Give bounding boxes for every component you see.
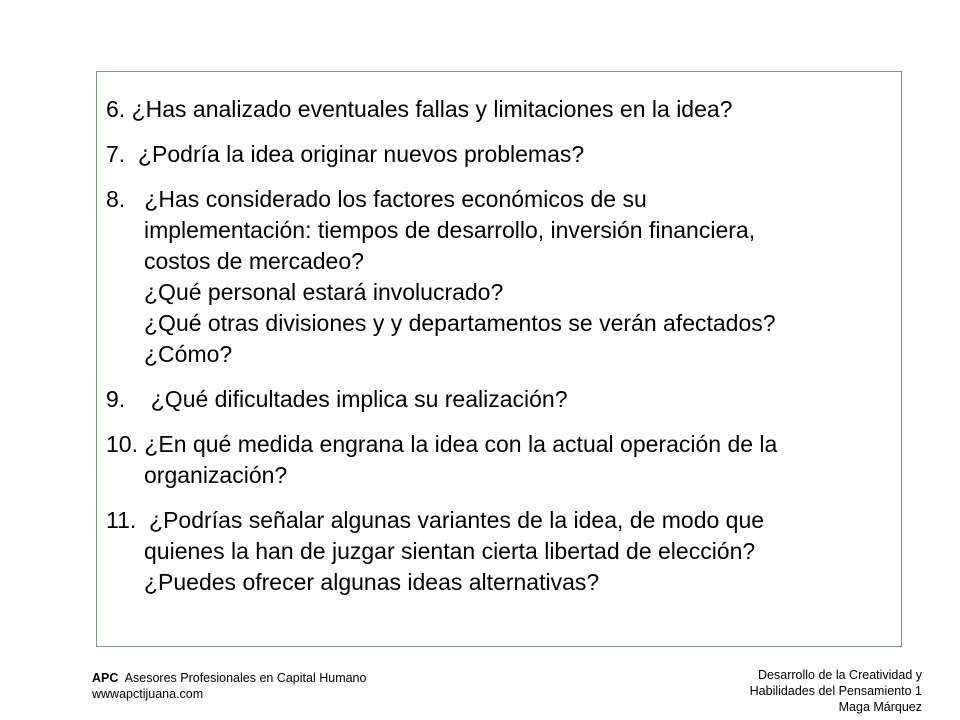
question-number: 9. xyxy=(106,386,151,412)
question-item xyxy=(106,139,896,170)
question-text-line: ¿Has considerado los factores económicos de su xyxy=(144,186,647,212)
footer-company xyxy=(92,670,366,702)
question-text-line: quienes la han de juzgar sientan cierta libertad de elección? xyxy=(144,538,756,564)
question-text-line: ¿En qué medida engrana la idea con la actual operación de la xyxy=(144,431,778,457)
footer-brand: APC xyxy=(92,671,119,685)
footer-course xyxy=(750,667,922,715)
question-text-line: ¿Qué personal estará involucrado? xyxy=(144,279,504,305)
question-text-line: ¿Qué dificultades implica su realización? xyxy=(150,386,568,412)
question-number: 10. xyxy=(106,431,145,457)
question-number: 8. xyxy=(106,186,145,212)
question-text-line: ¿Podría la idea originar nuevos problemas? xyxy=(137,141,585,167)
question-text-line: ¿Puedes ofrecer algunas ideas alternativas? xyxy=(144,569,600,595)
question-item xyxy=(106,429,896,491)
question-number: 6. xyxy=(106,96,132,122)
question-list xyxy=(106,94,896,612)
question-text-line: ¿Has analizado eventuales fallas y limitaciones en la idea? xyxy=(131,96,733,122)
question-text-line: ¿Podrías señalar algunas variantes de la idea, de modo que xyxy=(149,507,765,533)
question-text-line: costos de mercadeo? xyxy=(144,248,364,274)
question-number: 11. xyxy=(106,507,150,533)
footer-company-name: Asesores Profesionales en Capital Humano xyxy=(118,671,367,685)
question-number: 7. xyxy=(106,141,138,167)
footer-course-line-2: Habilidades del Pensamiento 1 xyxy=(749,684,922,698)
question-item xyxy=(106,384,896,415)
footer-author: Maga Márquez xyxy=(838,700,922,714)
question-item xyxy=(106,184,896,370)
footer-company-line xyxy=(92,670,366,686)
footer-website: wwwapctijuana.com xyxy=(92,687,204,701)
footer-course-line-1: Desarrollo de la Creatividad y xyxy=(758,668,922,682)
question-item xyxy=(106,94,896,125)
question-text-line: implementación: tiempos de desarrollo, inversión financiera, xyxy=(144,217,756,243)
question-text-line: organización? xyxy=(144,462,288,488)
question-item xyxy=(106,505,896,598)
question-text-line: ¿Qué otras divisiones y y departamentos se verán afectados? xyxy=(144,310,776,336)
question-text-line: ¿Cómo? xyxy=(144,341,233,367)
